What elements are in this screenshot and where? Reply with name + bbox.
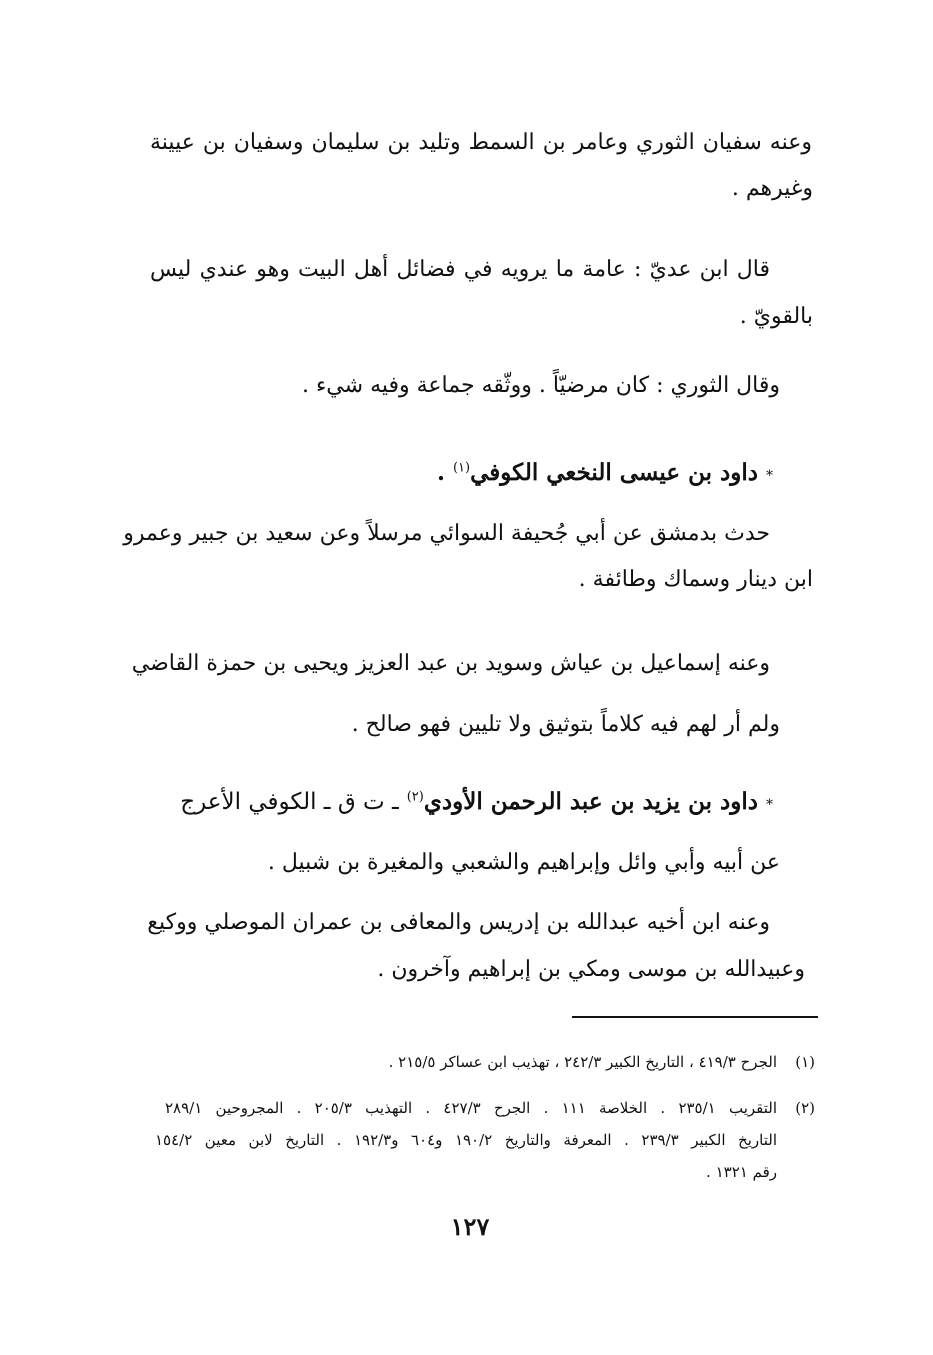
entry-2-marker: *	[766, 797, 773, 813]
paragraph-1-line-1: وعنه سفيان الثوري وعامر بن السمط وتليد بن سليمان وسفيان بن عيينة	[150, 130, 812, 155]
paragraph-2-line-2: بالقويّ .	[739, 304, 813, 329]
footnote-2-line-3: رقم ١٣٢١ .	[706, 1163, 777, 1181]
footnote-2-number: (٢)	[795, 1099, 815, 1117]
entry-2-footnote-ref: (٢)	[406, 789, 424, 805]
entry-1-end: .	[436, 459, 445, 486]
page-number: ١٢٧	[450, 1212, 490, 1241]
paragraph-6-line-1: عن أبيه وأبي وائل وإبراهيم والشعبي والمغيرة بن شبيل .	[267, 850, 780, 875]
paragraph-4-line-1: حدث بدمشق عن أبي جُحيفة السوائي مرسلاً وعن سعيد بن جبير وعمرو	[123, 521, 770, 546]
paragraph-4-line-2: ابن دينار وسماك وطائفة .	[578, 567, 813, 592]
paragraph-5-line-1: وعنه إسماعيل بن عياش وسويد بن عبد العزيز ويحيى بن حمزة القاضي	[131, 651, 770, 676]
footnote-1-line-1: الجرح ٤١٩/٣ ، التاريخ الكبير ٢٤٢/٣ ، تهذيب ابن عساكر ٢١٥/٥ .	[388, 1053, 777, 1071]
entry-2-rest: ـ ت ق ـ الكوفي الأعرج	[180, 789, 399, 815]
paragraph-2-line-1: قال ابن عديّ : عامة ما يرويه في فضائل أهل البيت وهو عندي ليس	[150, 257, 770, 282]
entry-2-heading	[180, 787, 773, 820]
entry-1-title: داود بن عيسى النخعي الكوفي	[470, 459, 758, 486]
paragraph-7-line-1: وعنه ابن أخيه عبدالله بن إدريس والمعافى بن عمران الموصلي ووكيع	[147, 910, 770, 935]
entry-1-heading	[437, 458, 773, 491]
paragraph-5-line-2: ولم أر لهم فيه كلاماً بتوثيق ولا تليين فهو صالح .	[351, 712, 780, 737]
entry-1-footnote-ref: (١)	[452, 460, 471, 476]
entry-1-marker: *	[766, 468, 773, 484]
footnote-separator	[572, 1016, 818, 1018]
footnote-2-line-1: التقريب ٢٣٥/١ . الخلاصة ١١١ . الجرح ٤٢٧/٣ . التهذيب ٢٠٥/٣ . المجروحين ٢٨٩/١	[165, 1099, 778, 1117]
paragraph-3-line-1: وقال الثوري : كان مرضيّاً . ووثّقه جماعة وفيه شيء .	[301, 373, 780, 398]
entry-2-title: داود بن يزيد بن عبد الرحمن الأودي	[423, 788, 758, 815]
footnote-2-line-2: التاريخ الكبير ٢٣٩/٣ . المعرفة والتاريخ ١٩٠/٢ و٦٠٤ و١٩٢/٣ . التاريخ لابن معين ١٥٤/٢	[155, 1131, 777, 1149]
footnote-1-number: (١)	[795, 1053, 815, 1071]
paragraph-7-line-2: وعبيدالله بن موسى ومكي بن إبراهيم وآخرون .	[377, 957, 805, 982]
paragraph-1-line-2: وغيرهم .	[731, 176, 813, 201]
